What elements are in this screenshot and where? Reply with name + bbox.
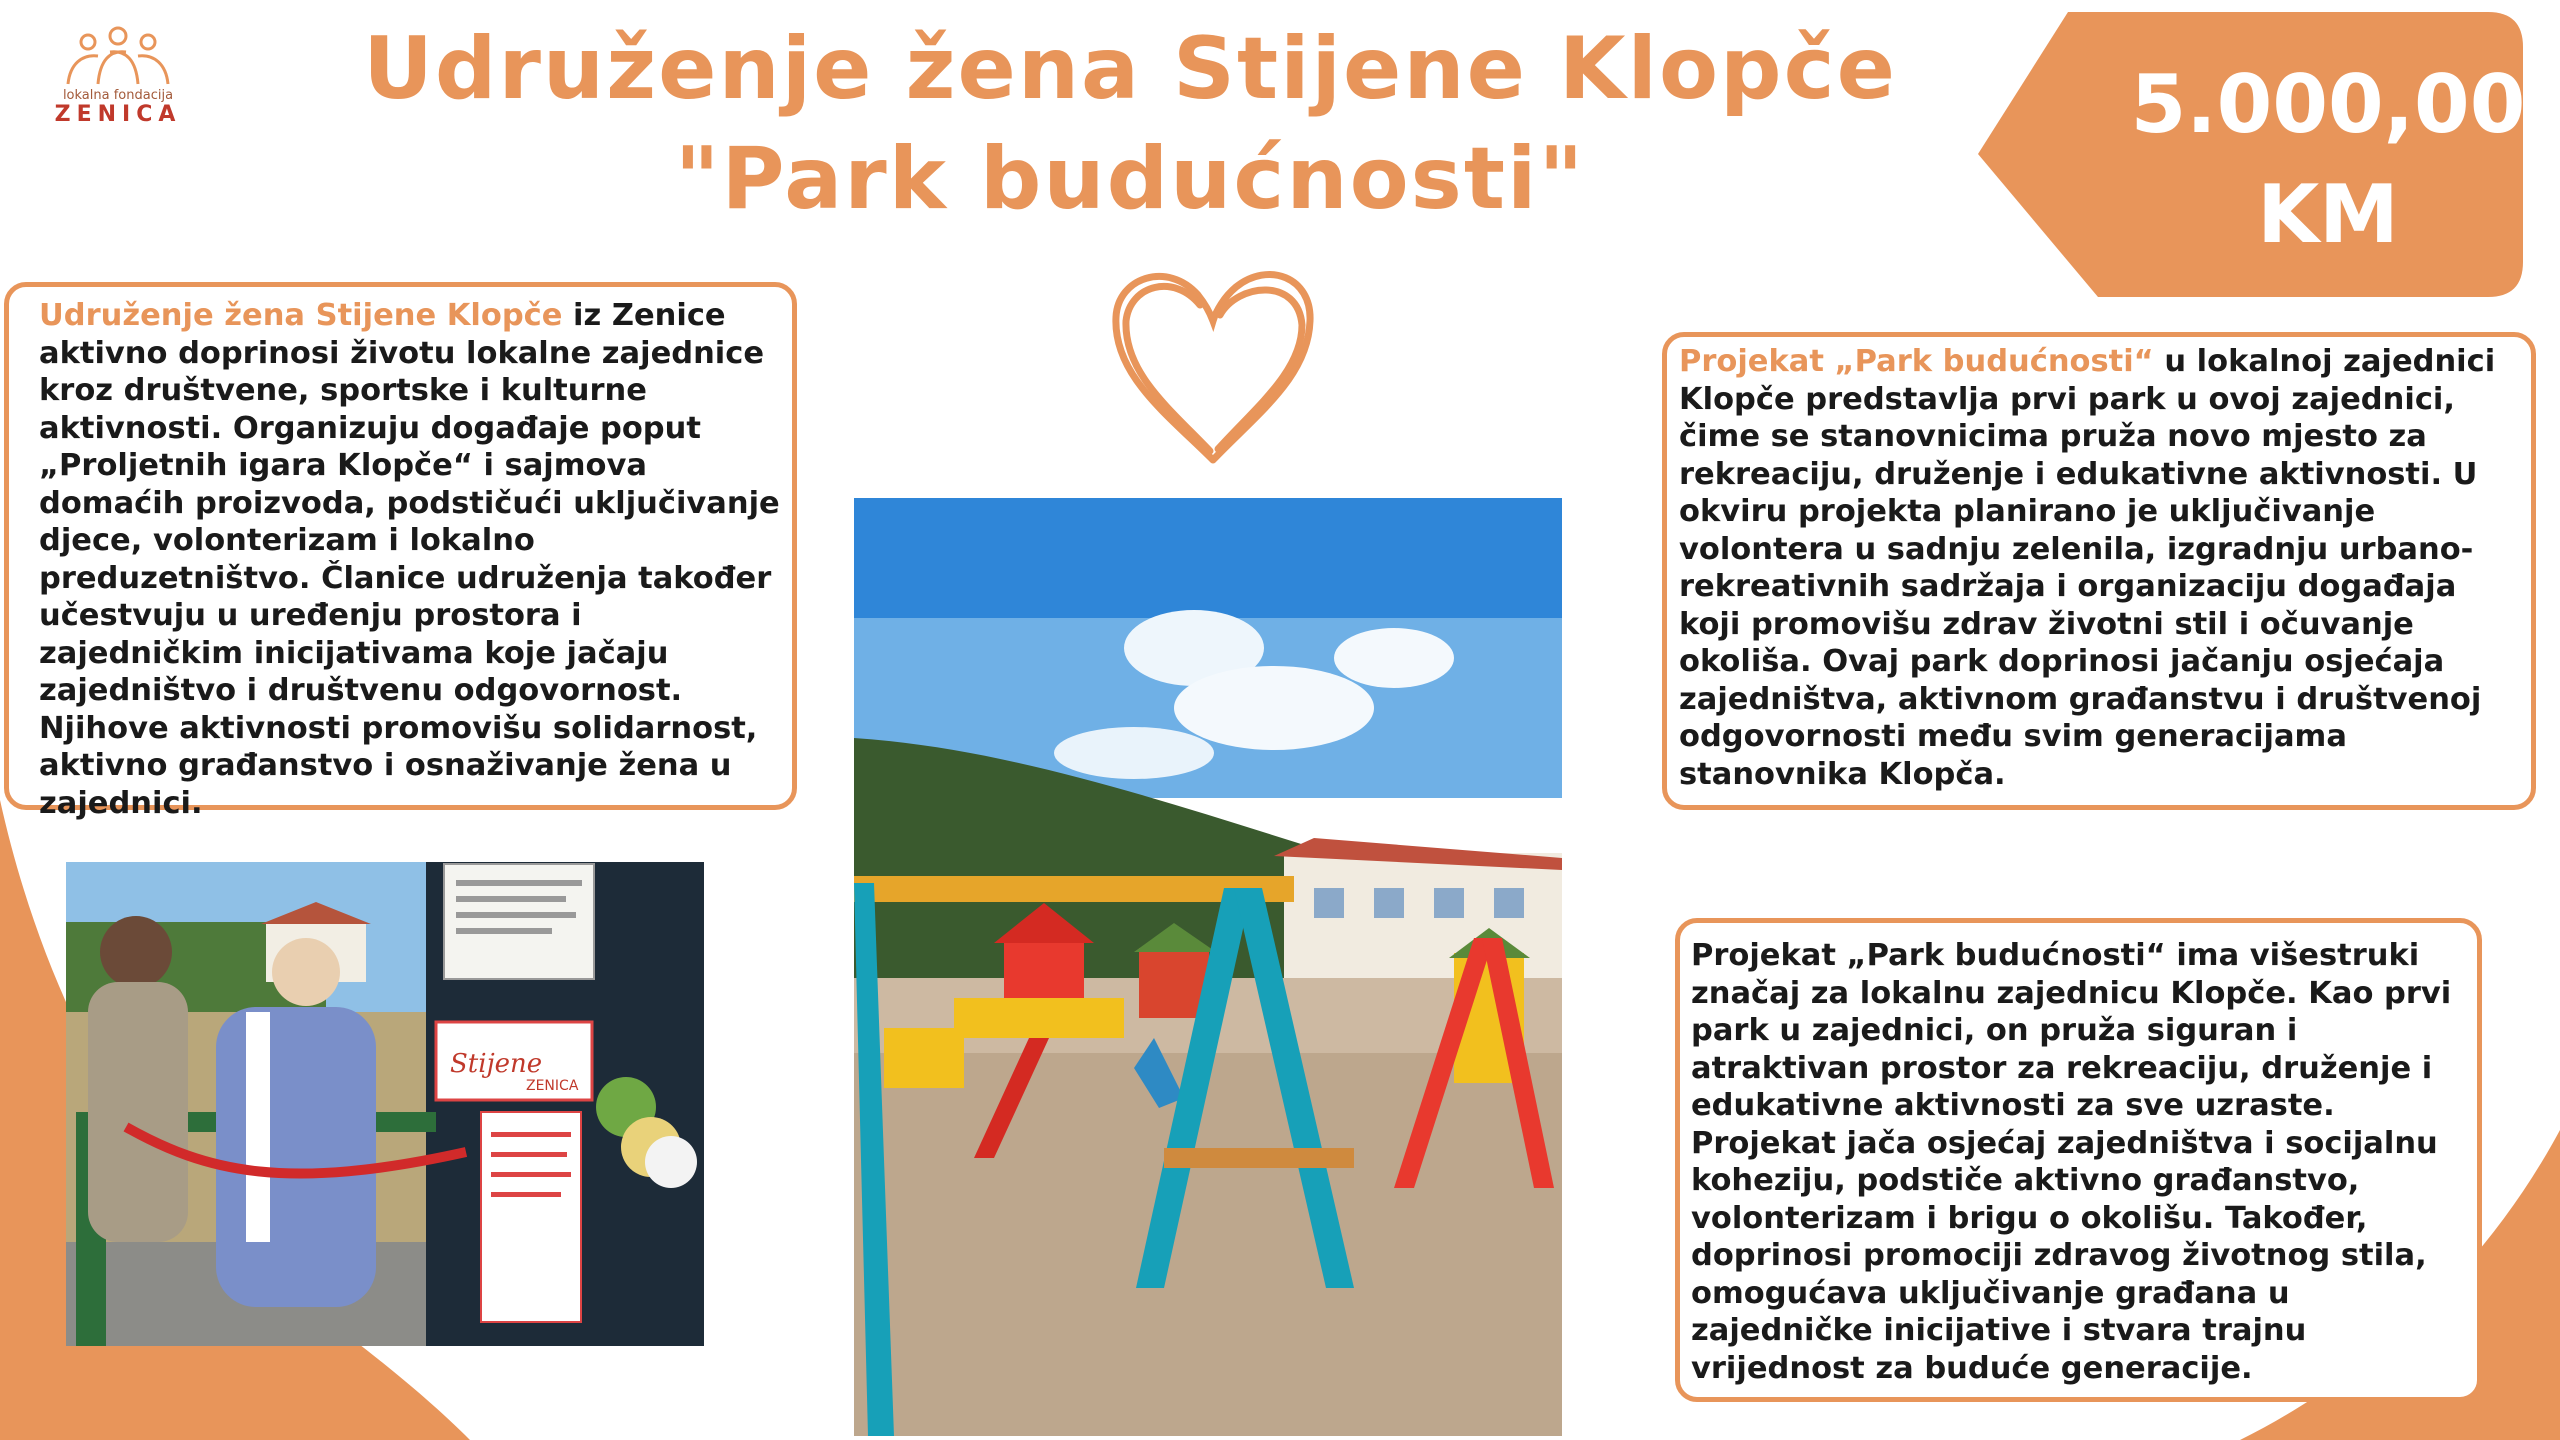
project-significance-box [1675, 918, 2482, 1402]
page-title [360, 14, 1900, 234]
sign-zenica: ZENICA [526, 1078, 579, 1094]
amount-currency: KM [2257, 168, 2399, 261]
association-name: Udruženje žena Stijene Klopče [39, 298, 563, 333]
logo-subtitle: lokalna fondacija [62, 88, 174, 103]
project-significance: Projekat „Park budućnosti“ ima višestruki značaj za lokalnu zajednicu Klopče. Kao prvi park u zajednici, on pruža siguran i atraktivan prostor za rekreaciju, druženje i edukativne aktivnosti za sve uzraste. Projekat jača osjećaj zajedništva i socijalnu koheziju, podstiče aktivno građanstvo, volonterizam i brigu o okolišu. Također, doprinosi promociji zdravog životnog stila, omogućava uključivanje građana u zajedničke inicijative i stvara trajnu vrijednost za buduće generacije. [1691, 938, 2452, 1386]
logo-title: ZENICA [54, 102, 182, 127]
association-description-box [4, 282, 797, 821]
sign-stijene: Stijene [450, 1049, 543, 1079]
logo-people-icon [48, 26, 188, 90]
amount-value: 5.000,00 [2130, 58, 2526, 151]
project-description-box [1662, 332, 2536, 810]
association-description: iz Zenice aktivno doprinosi životu lokalne zajednice kroz društvene, sportske i kulturne aktivnosti. Organizuju događaje poput „Proljetnih igara Klopče“ i sajmova domaćih proizvoda, podstičući uključivanje djece, volonterizam i lokalno preduzetništvo. Članice udruženja također učestvuju u uređenju prostora i zajedničkim inicijativama koje jačaju zajedništvo i društvenu odgovornost. Njihove aktivnosti promovišu solidarnost, aktivno građanstvo i osnaživanje žena u zajednici. [39, 298, 780, 821]
playground-photo [854, 498, 1562, 1436]
amount-badge [1978, 12, 2526, 297]
project-description: u lokalnoj zajednici Klopče predstavlja prvi park u ovoj zajednici, čime se stanovnicima pruža novo mjesto za rekreaciju, druženje i edukativne aktivnosti. U okviru projekta planirano je uključivanje volontera u sadnju zelenila, izgradnju urbano-rekreativnih sadržaja i organizaciju događaja koji promovišu zdrav životni stil i očuvanje okoliša. Ovaj park doprinosi jačanju osjećaja zajedništva, aktivnom građanstvu i društvenoj odgovornosti među svim generacijama stanovnika Klopča. [1679, 344, 2496, 792]
title-line-2: "Park budućnosti" [674, 129, 1586, 229]
logo [48, 26, 188, 126]
ribbon-cutting-photo [66, 862, 704, 1346]
title-line-1: Udruženje žena Stijene Klopče [363, 19, 1897, 119]
project-name: Projekat „Park budućnosti“ [1679, 344, 2154, 379]
heart-icon [1098, 255, 1328, 475]
